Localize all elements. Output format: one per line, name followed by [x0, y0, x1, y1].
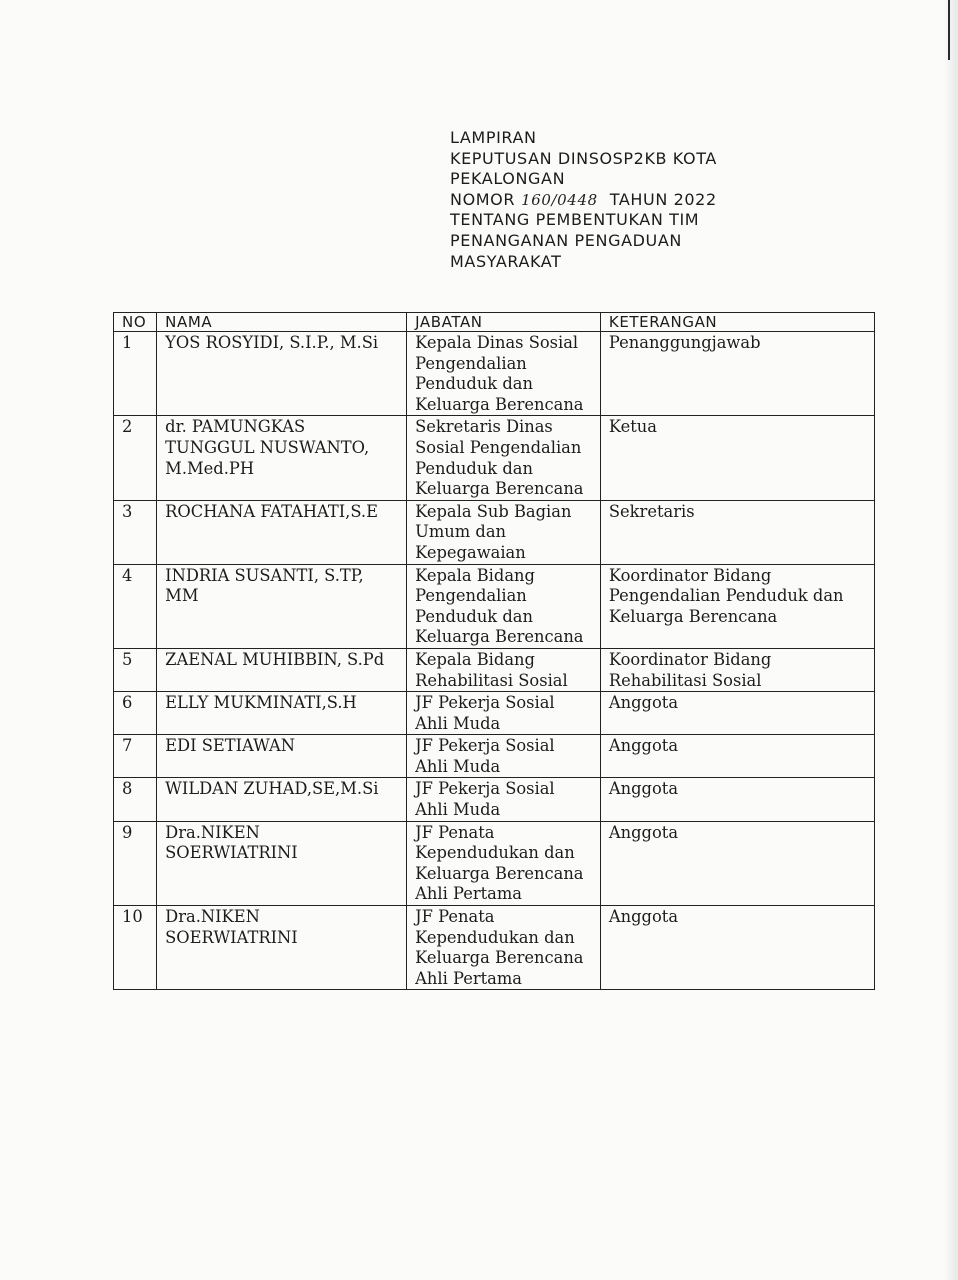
cell-keterangan: [600, 564, 874, 648]
cell-nama: [157, 735, 407, 778]
table-row: [114, 735, 875, 778]
cell-text: JF Pekerja Sosial Ahli Muda: [415, 693, 555, 733]
cell-no: [114, 692, 157, 735]
cell-text: 10: [122, 907, 143, 927]
cell-nama: [157, 692, 407, 735]
cell-keterangan: [600, 778, 874, 821]
cell-no: [114, 906, 157, 990]
table-row: [114, 332, 875, 416]
cell-text: Kepala Bidang Rehabilitasi Sosial: [415, 649, 568, 690]
cell-text: Dra.NIKEN SOERWIATRINI: [165, 907, 298, 947]
cell-jabatan: [407, 564, 601, 648]
cell-jabatan: [407, 906, 601, 990]
lampiran-header: [450, 128, 780, 272]
cell-text: Kepala Bidang Pengendalian Penduduk dan Keluarga Berencana: [415, 565, 584, 647]
cell-text: Koordinator Bidang Pengendalian Penduduk dan Keluarga Berencana: [608, 565, 844, 626]
cell-text: EDI SETIAWAN: [165, 736, 296, 756]
table-header-row: [114, 313, 875, 332]
cell-text: Ketua: [608, 417, 657, 437]
cell-text: JF Pekerja Sosial Ahli Muda: [415, 736, 555, 776]
cell-text: 6: [122, 693, 133, 713]
col-header-no: NO: [114, 313, 157, 332]
nomor-label: NOMOR: [450, 189, 516, 209]
team-table: [113, 312, 875, 990]
cell-text: YOS ROSYIDI, S.I.P., M.Si: [165, 333, 379, 352]
cell-text: Kepala Dinas Sosial Pengendalian Penduduk dan Keluarga Berencana: [415, 333, 584, 414]
cell-nama: [157, 416, 407, 500]
cell-keterangan: [600, 332, 874, 416]
cell-text: Anggota: [608, 822, 679, 842]
page-edge-shadow: [944, 0, 958, 1280]
cell-no: [114, 564, 157, 648]
cell-no: [114, 821, 157, 905]
header-line: MASYARAKAT: [450, 251, 562, 271]
cell-no: [114, 735, 157, 778]
cell-text: Anggota: [608, 907, 679, 927]
cell-keterangan: [600, 416, 874, 500]
nomor-handwritten: 160/0448: [521, 190, 598, 209]
table-row: [114, 692, 875, 735]
cell-text: Koordinator Bidang Rehabilitasi Sosial: [608, 649, 772, 690]
cell-text: Anggota: [608, 736, 679, 756]
cell-keterangan: [600, 735, 874, 778]
header-line: PENANGANAN PENGADUAN: [450, 230, 682, 250]
cell-jabatan: [407, 416, 601, 500]
cell-text: 4: [122, 565, 133, 585]
cell-text: Dra.NIKEN SOERWIATRINI: [165, 822, 298, 863]
cell-text: WILDAN ZUHAD,SE,M.Si: [165, 779, 379, 799]
cell-text: JF Penata Kependudukan dan Keluarga Berencana Ahli Pertama: [415, 822, 584, 904]
cell-jabatan: [407, 648, 601, 691]
cell-nama: [157, 500, 407, 564]
cell-jabatan: [407, 332, 601, 416]
header-line: LAMPIRAN: [450, 128, 537, 147]
tahun-label: TAHUN 2022: [609, 189, 717, 209]
cell-text: INDRIA SUSANTI, S.TP, MM: [165, 565, 364, 606]
table-row: [114, 564, 875, 648]
col-header-nama: NAMA: [157, 313, 407, 332]
nomor-line: [450, 190, 780, 211]
table-row: [114, 500, 875, 564]
cell-text: Sekretaris: [608, 501, 695, 521]
cell-text: ROCHANA FATAHATI,S.E: [165, 501, 378, 521]
cell-text: 3: [122, 501, 133, 521]
cell-text: Anggota: [608, 779, 679, 799]
cell-nama: [157, 778, 407, 821]
cell-text: 1: [122, 333, 133, 352]
cell-nama: [157, 906, 407, 990]
cell-text: 5: [122, 649, 133, 669]
col-header-keterangan: KETERANGAN: [600, 313, 874, 332]
table-row: [114, 416, 875, 500]
cell-text: 2: [122, 417, 133, 437]
cell-text: Sekretaris Dinas Sosial Pengendalian Penduduk dan Keluarga Berencana: [415, 417, 584, 499]
cell-text: Penanggungjawab: [608, 333, 761, 352]
cell-text: JF Pekerja Sosial Ahli Muda: [415, 779, 555, 820]
cell-nama: [157, 821, 407, 905]
cell-keterangan: [600, 500, 874, 564]
cell-keterangan: [600, 821, 874, 905]
header-line: KEPUTUSAN DINSOSP2KB KOTA: [450, 148, 717, 168]
cell-nama: [157, 648, 407, 691]
table-row: [114, 778, 875, 821]
cell-no: [114, 500, 157, 564]
cell-text: 7: [122, 736, 133, 756]
cell-jabatan: [407, 821, 601, 905]
cell-jabatan: [407, 778, 601, 821]
table-row: [114, 648, 875, 691]
cell-keterangan: [600, 648, 874, 691]
cell-text: dr. PAMUNGKAS TUNGGUL NUSWANTO, M.Med.PH: [165, 417, 370, 478]
cell-text: 8: [122, 779, 133, 799]
cell-jabatan: [407, 735, 601, 778]
table-row: [114, 821, 875, 905]
header-line: PEKALONGAN: [450, 169, 566, 189]
table-row: [114, 906, 875, 990]
cell-no: [114, 648, 157, 691]
cell-no: [114, 778, 157, 821]
cell-text: Kepala Sub Bagian Umum dan Kepegawaian: [415, 501, 572, 562]
cell-keterangan: [600, 906, 874, 990]
cell-text: ZAENAL MUHIBBIN, S.Pd: [165, 649, 385, 669]
cell-nama: [157, 564, 407, 648]
cell-no: [114, 416, 157, 500]
header-line: TENTANG PEMBENTUKAN TIM: [450, 210, 700, 230]
page-edge-mark: [948, 0, 950, 60]
cell-text: 9: [122, 822, 133, 842]
cell-keterangan: [600, 692, 874, 735]
cell-jabatan: [407, 500, 601, 564]
cell-text: JF Penata Kependudukan dan Keluarga Berencana Ahli Pertama: [415, 907, 584, 988]
cell-jabatan: [407, 692, 601, 735]
cell-text: Anggota: [608, 693, 679, 713]
cell-nama: [157, 332, 407, 416]
cell-no: [114, 332, 157, 416]
cell-text: ELLY MUKMINATI,S.H: [165, 693, 357, 713]
col-header-jabatan: JABATAN: [407, 313, 601, 332]
